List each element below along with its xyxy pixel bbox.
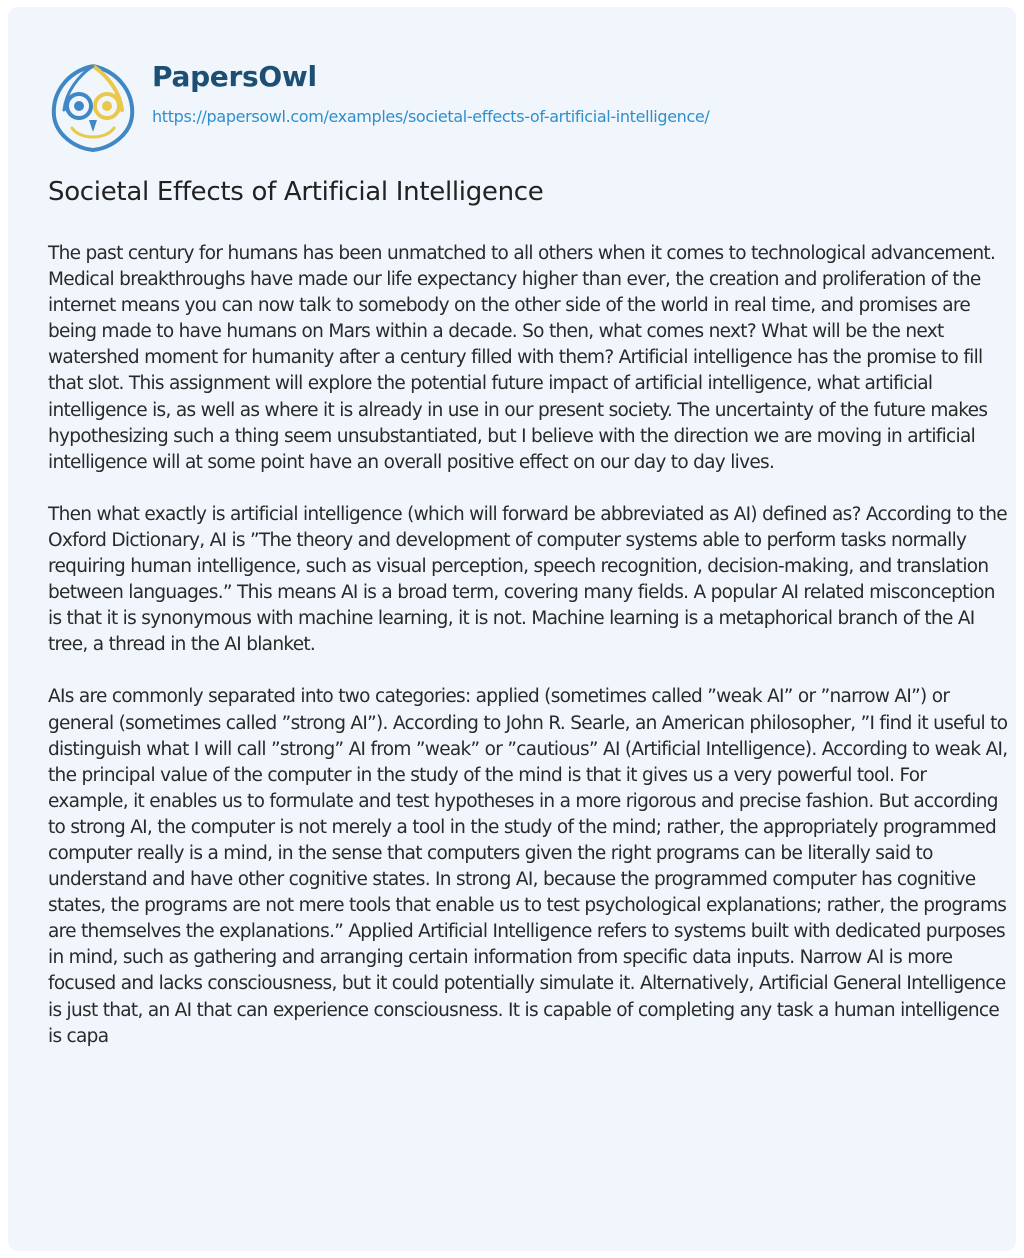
article-paragraph: Then what exactly is artificial intelligence (which will forward be abbreviated as AI) defined as? According to the Oxford Dictionary, AI is ”The theory and development of computer systems able to perform tasks normally requiring human intelligence, such as visual perception, speech recognition, decision-making, and translation between languages.” This means AI is a broad term, covering many fields. A popular AI related misconception is that it is synonymous with machine learning, it is not. Machine learning is a metaphorical branch of the AI tree, a thread in the AI blanket. — [48, 503, 1007, 656]
document-card — [8, 7, 1016, 1251]
article-body — [48, 241, 1008, 1076]
brand-name[interactable]: PapersOwl — [152, 60, 317, 93]
owl-logo-icon[interactable] — [48, 62, 138, 152]
article-paragraph: AIs are commonly separated into two categories: applied (sometimes called ”weak AI” or ”narrow AI”) or general (sometimes called ”strong AI”). According to John R. Searle, an American philosopher, ”I find it useful to distinguish what I will call ”strong” AI from ”weak” or ”cautious” AI (Artificial Intelligence). According to weak AI, the principal value of the computer in the study of the mind is that it gives us a very powerful tool. For example, it enables us to formulate and test hypotheses in a more rigorous and precise fashion. But according to strong AI, the computer is not merely a tool in the study of the mind; rather, the appropriately programmed computer really is a mind, in the sense that computers given the right programs can be literally said to understand and have other cognitive states. In strong AI, because the programmed computer has cognitive states, the programs are not mere tools that enable us to test psychological explanations; rather, the programs are themselves the explanations.” Applied Artificial Intelligence refers to systems built with dedicated purposes in mind, such as gathering and arranging certain information from specific data inputs. Narrow AI is more focused and lacks consciousness, but it could potentially simulate it. Alternatively, Artificial General Intelligence is just that, an AI that can experience consciousness. It is capable of completing any task a human intelligence is capa — [48, 686, 1008, 1047]
article-title: Societal Effects of Artificial Intelligence — [48, 177, 544, 207]
source-url-link[interactable]: https://papersowl.com/examples/societal-effects-of-artificial-intelligence/ — [152, 107, 710, 126]
article-paragraph: The past century for humans has been unmatched to all others when it comes to technological advancement. Medical breakthroughs have made our life expectancy higher than ever, the creation and proliferation of the internet means you can now talk to somebody on the other side of the world in real time, and promises are being made to have humans on Mars within a decade. So then, what comes next? What will be the next watershed moment for humanity after a century filled with them? Artificial intelligence has the promise to fill that slot. This assignment will explore the potential future impact of artificial intelligence, what artificial intelligence is, as well as where it is already in use in our present society. The uncertainty of the future makes hypothesizing such a thing seem unsubstantiated, but I believe with the direction we are moving in artificial intelligence will at some point have an overall positive effect on our day to day lives. — [48, 243, 996, 473]
